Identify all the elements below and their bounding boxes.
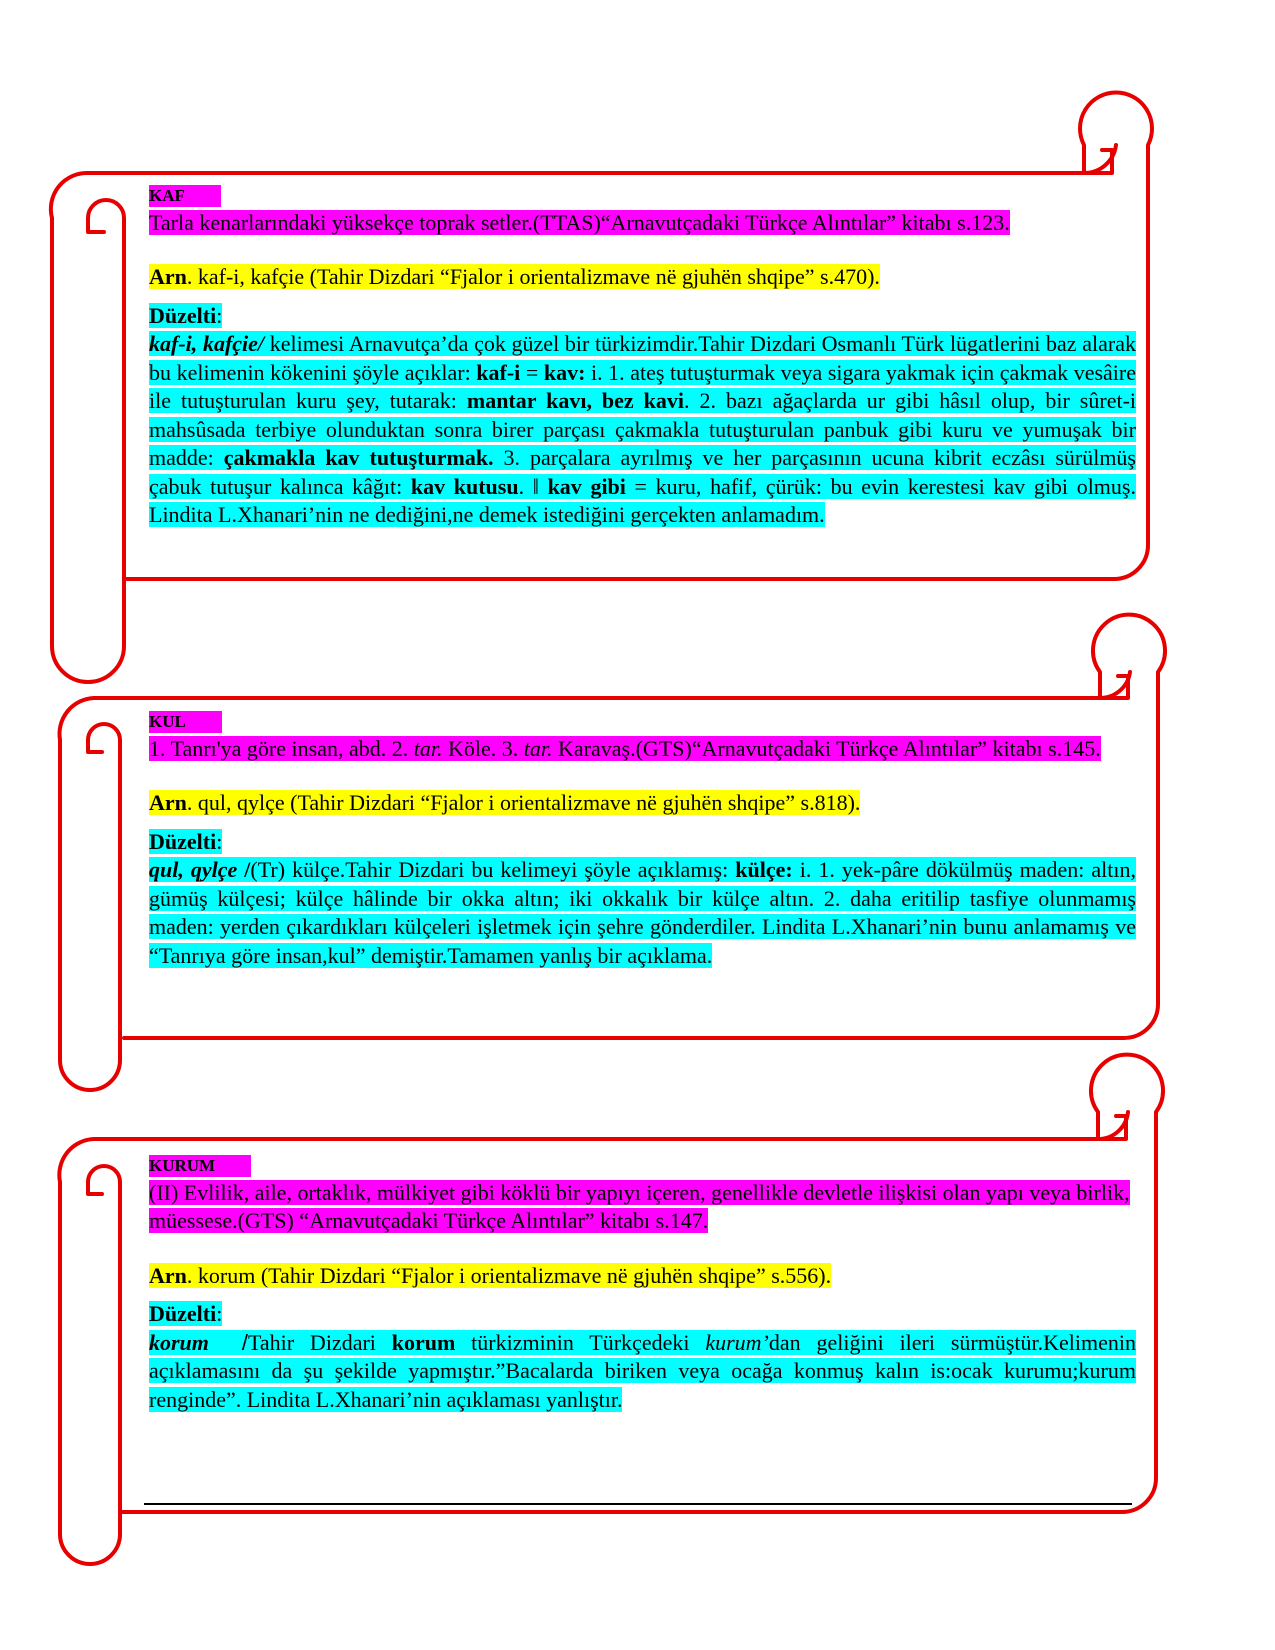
duzelti-text-kaf: kaf-i, kafçie/ kelimesi Arnavutça’da çok güzel bir türkizimdir.Tahir Dizdari Osmanlı Türk lügatlerini baz alarak bu kelimenin kökenini şöyle açıklar: kaf-i = kav: i. 1. ateş tutuşturmak veya sigara yakmak için çakmak vesâire ile tutuşturulan kuru şey, tutarak: mantar kavı, bez kavi. 2. bazı ağaçlarda ur gibi hâsıl olup, bir sûret-i mahsûsada terbiye olunduktan sonra birer parçası çakmakla tutuşturulan panbuk gibi kuru ve yumuşak bir madde: çakmakla kav tutuşturmak. 3. parçalara ayrılmış ve her parçasının ucuna kibrit eczâsı sürülmüş çabuk tutuşur kalınca kâğıt: kav kutusu. ǁ kav gibi = kuru, hafif, çürük: bu evin kerestesi kav gibi olmuş. Lindita L.Xhanari’nin ne dediğini,ne demek istediğini gerçekten anlamadım.: [149, 331, 1137, 527]
definition-kul: 1. Tanrı'ya göre insan, abd. 2. tar. Köle. 3. tar. Karavaş.(GTS)“Arnavutçadaki Türkçe Alıntılar” kitabı s.145.: [149, 735, 1101, 761]
entry-kul: [149, 706, 1136, 970]
duzelti-text-kurum: korum /Tahir Dizdari korum türkizminin Türkçedeki kurum’dan geliğini ileri sürmüştür.Kelimenin açıklamasını da şu şekilde yapmıştır.”Bacalarda biriken veya ocağa konmuş kalın is:ocak kurumu;kurum renginde”. Lindita L.Xhanari’nin açıklaması yanlıştır.: [149, 1329, 1136, 1412]
arn-line-kul: Arn. qul, qylçe (Tahir Dizdari “Fjalor i orientalizmave në gjuhën shqipe” s.818).: [149, 790, 861, 815]
arn-line-kaf: [149, 263, 1136, 292]
arn-label: Arn: [149, 264, 187, 289]
headword-kurum: KURUM: [149, 1150, 1136, 1179]
definition-kurum: (II) Evlilik, aile, ortaklık, mülkiyet gibi köklü bir yapıyı içeren, genellikle devletle ilişkisi olan yapı veya birlik, müessese.(GTS) “Arnavutçadaki Türkçe Alıntılar” kitabı s.147.: [149, 1179, 1130, 1233]
entry-kurum: [149, 1150, 1136, 1414]
headword-kul: KUL: [149, 706, 1136, 735]
duzelti-text-kul: qul, qylçe /(Tr) külçe.Tahir Dizdari bu kelimeyi şöyle açıklamış: külçe: i. 1. yek-pâre dökülmüş maden: altın, gümüş külçesi; külçe hâlinde bir okka altın; iki okkalık bir külçe altın. 2. daha eritilip tasfiye olunmamış maden: yerden çıkardıkları külçeleri işletmek için şehre gönderdiler. Lindita L.Xhanari’nin bunu anlamamış ve “Tanrıya göre insan,kul” demiştir.Tamamen yanlış bir açıklama.: [149, 857, 1136, 968]
duzelti-label-kurum: Düzelti:: [149, 1301, 223, 1326]
arn-text: . kaf-i, kafçie (Tahir Dizdari “Fjalor i orientalizmave në gjuhën shqipe” s.470).: [186, 264, 880, 289]
definition-kaf: Tarla kenarlarındaki yüksekçe toprak setler.(TTAS)“Arnavutçadaki Türkçe Alıntılar” kitabı s.123.: [149, 209, 1010, 235]
headword-kaf: KAF: [149, 180, 1136, 209]
entry-kaf: [149, 180, 1136, 530]
arn-line-kurum: Arn. korum (Tahir Dizdari “Fjalor i orientalizmave në gjuhën shqipe” s.556).: [149, 1262, 832, 1288]
duzelti-label-kul: Düzelti:: [149, 828, 223, 854]
bottom-rule: [144, 1503, 1132, 1505]
duzelti-label-kaf: Düzelti:: [149, 302, 223, 328]
